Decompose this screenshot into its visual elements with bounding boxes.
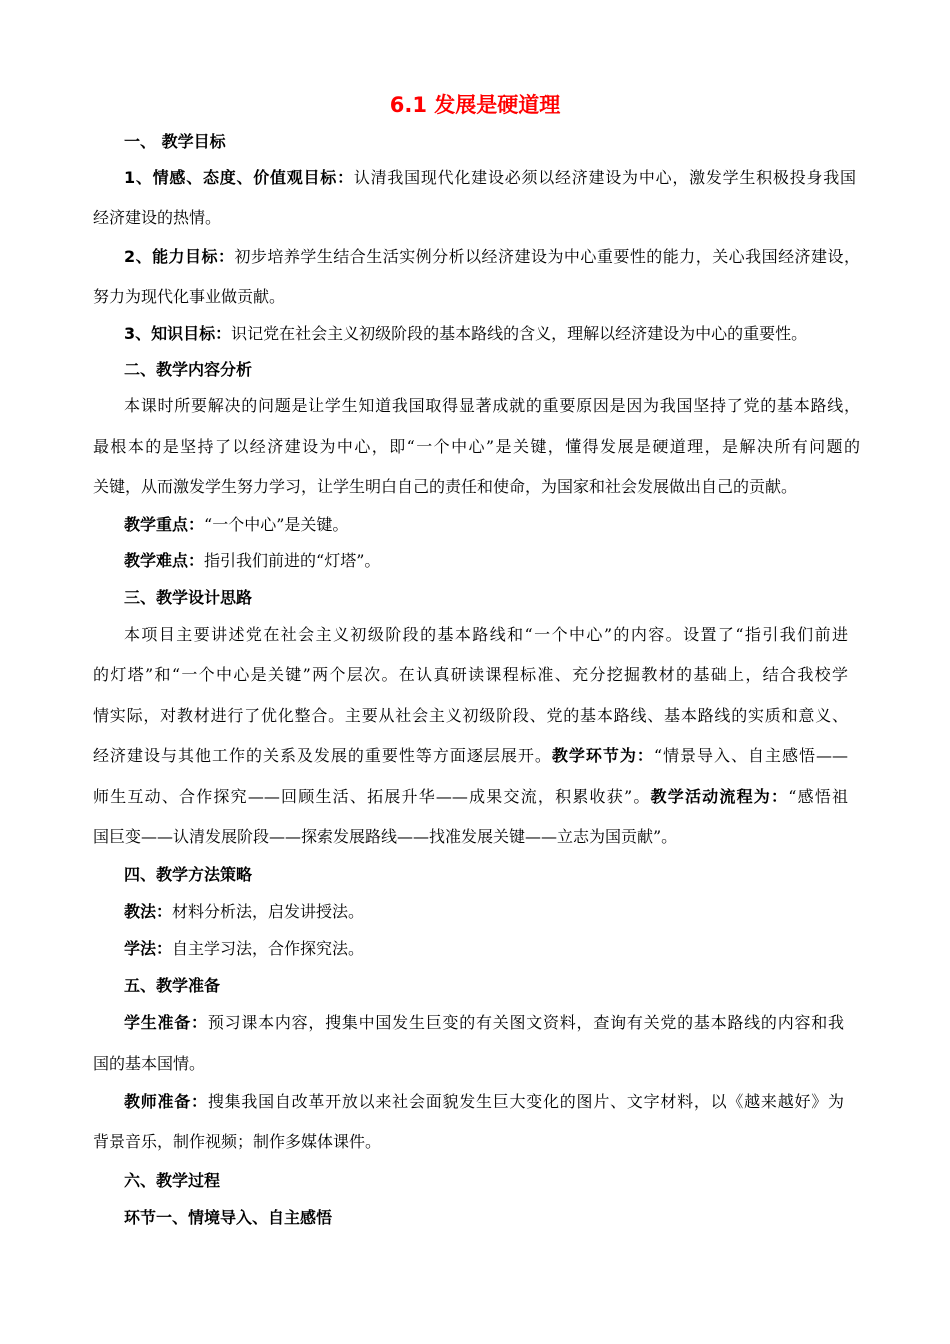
section-heading-design-approach: 三、教学设计思路 xyxy=(124,588,253,607)
step-heading: 环节一、情境导入、自主感悟 xyxy=(124,1208,333,1227)
key-point-text: “一个中心”是关键。 xyxy=(204,515,349,534)
paragraph-line: 背景音乐，制作视频；制作多媒体课件。 xyxy=(93,1132,382,1151)
paragraph-line: 情实际，对教材进行了优化整合。主要从社会主义初级阶段、党的基本路线、基本路线的实质和意义、 xyxy=(93,706,848,725)
activity-flow-label: 教学活动流程为： xyxy=(650,787,789,806)
paragraph-text: “感悟祖 xyxy=(788,787,848,806)
paragraph-line xyxy=(93,745,848,767)
paragraph-line xyxy=(124,514,348,536)
paragraph-line xyxy=(124,938,364,960)
goal-label-emotion: 1、情感、态度、价值观目标： xyxy=(124,168,354,187)
section-heading-methods: 四、教学方法策略 xyxy=(124,865,253,884)
paragraph-line xyxy=(124,550,380,572)
learning-method-text: 自主学习法，合作探究法。 xyxy=(172,939,365,958)
paragraph-line: 国的基本国情。 xyxy=(93,1054,206,1073)
paragraph-line: 努力为现代化事业做贡献。 xyxy=(93,287,286,306)
paragraph-line: 关键，从而激发学生努力学习，让学生明白自己的责任和使命，为国家和社会发展做出自己的贡献。 xyxy=(93,477,798,496)
paragraph-text: 经济建设与其他工作的关系及发展的重要性等方面逐层展开。 xyxy=(93,746,552,765)
section-heading-content-analysis: 二、教学内容分析 xyxy=(124,360,253,379)
paragraph-line xyxy=(124,246,860,268)
paragraph-line xyxy=(124,1012,844,1034)
key-point-label: 教学重点： xyxy=(124,515,205,534)
paragraph-line xyxy=(124,323,807,345)
paragraph-line: 的灯塔”和“一个中心是关键”两个层次。在认真研读课程标准、充分挖掘教材的基础上，结合我校学 xyxy=(93,665,848,684)
paragraph-line: 经济建设的热情。 xyxy=(93,208,222,227)
teacher-prep-label: 教师准备： xyxy=(124,1092,208,1111)
student-prep-text: 预习课本内容，搜集中国发生巨变的有关图文资料，查询有关党的基本路线的内容和我 xyxy=(207,1013,844,1032)
paragraph-text: 师生互动、合作探究——回顾生活、拓展升华——成果交流，积累收获”。 xyxy=(93,787,651,806)
goal-label-ability: 2、能力目标： xyxy=(124,247,235,266)
paragraph-line xyxy=(124,167,856,189)
document-title: 6.1 发展是硬道理 xyxy=(389,93,561,117)
goal-label-knowledge: 3、知识目标： xyxy=(124,324,232,343)
section-heading-process: 六、教学过程 xyxy=(124,1171,221,1190)
teaching-method-label: 教法： xyxy=(124,902,173,921)
section-heading-preparation: 五、教学准备 xyxy=(124,976,221,995)
student-prep-label: 学生准备： xyxy=(124,1013,208,1032)
teaching-method-text: 材料分析法，启发讲授法。 xyxy=(172,902,365,921)
section-heading-objectives: 一、 教学目标 xyxy=(124,132,226,151)
paragraph-text: “情景导入、自主感悟—— xyxy=(653,746,848,765)
paragraph-line: 最根本的是坚持了以经济建设为中心，即“一个中心”是关键，懂得发展是硬道理，是解决所有问题的 xyxy=(93,437,860,456)
difficulty-text: 指引我们前进的“灯塔”。 xyxy=(204,551,381,570)
paragraph-line xyxy=(124,1091,844,1113)
paragraph-line: 本项目主要讲述党在社会主义初级阶段的基本路线和“一个中心”的内容。设置了“指引我们前进 xyxy=(124,625,848,644)
goal-text: 初步培养学生结合生活实例分析以经济建设为中心重要性的能力，关心我国经济建设， xyxy=(234,247,860,266)
paragraph-line: 国巨变——认清发展阶段——探索发展路线——找准发展关键——立志为国贡献”。 xyxy=(93,827,678,846)
goal-text: 识记党在社会主义初级阶段的基本路线的含义，理解以经济建设为中心的重要性。 xyxy=(231,324,808,343)
paragraph-line xyxy=(93,786,848,808)
learning-method-label: 学法： xyxy=(124,939,173,958)
paragraph-line: 本课时所要解决的问题是让学生知道我国取得显著成就的重要原因是因为我国坚持了党的基本路线， xyxy=(124,396,860,415)
goal-text: 认清我国现代化建设必须以经济建设为中心，激发学生积极投身我国 xyxy=(353,168,856,187)
difficulty-label: 教学难点： xyxy=(124,551,205,570)
teacher-prep-text: 搜集我国自改革开放以来社会面貌发生巨大变化的图片、文字材料，以《越来越好》为 xyxy=(207,1092,844,1111)
paragraph-line xyxy=(124,901,364,923)
teaching-steps-label: 教学环节为： xyxy=(551,746,654,765)
